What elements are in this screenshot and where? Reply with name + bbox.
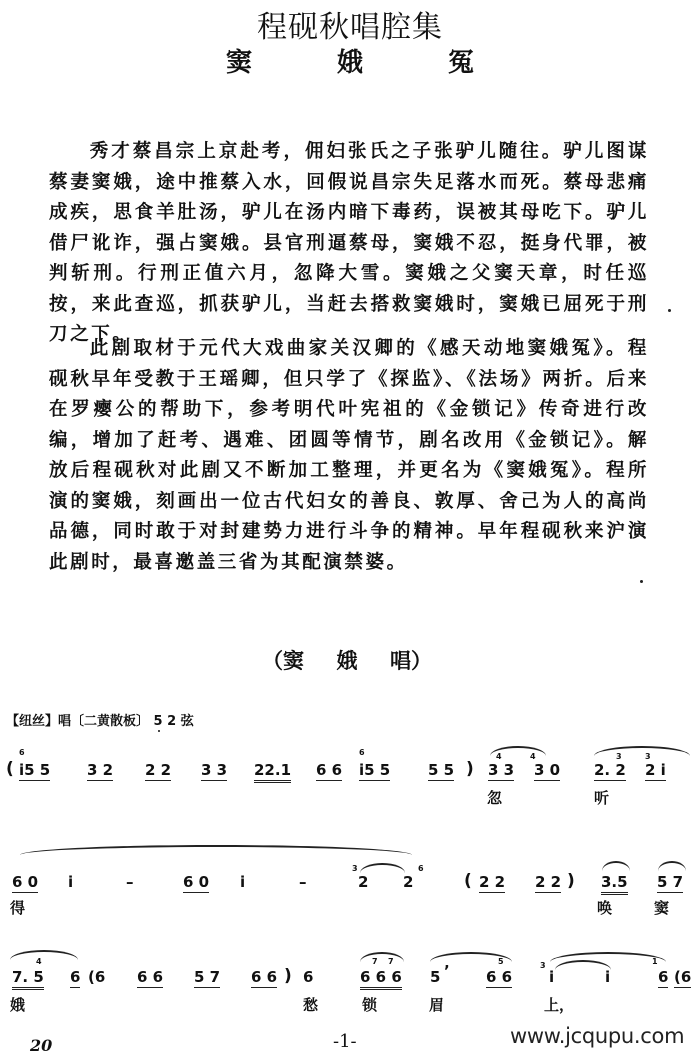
slur [594, 746, 690, 756]
note-group: 2 2 [145, 761, 172, 779]
slur [20, 845, 412, 855]
lyric: 窦 [654, 899, 670, 917]
note-group: 6 0 [12, 873, 39, 891]
note-group: 3 3 [201, 761, 228, 779]
note-group: 2. 2 [594, 761, 626, 779]
note-group: 7. 5 [12, 968, 44, 990]
grace-note: 7 [388, 957, 394, 966]
bracket-close: ) [567, 871, 575, 891]
stray-dot [640, 580, 643, 583]
play-title-char: 娥 [336, 48, 363, 78]
grace-note: 4 [496, 752, 502, 761]
heading-part: （窦 [262, 649, 304, 673]
note-group: 6 6 [251, 968, 278, 986]
grace-note: 6 [418, 864, 424, 873]
grace-note: 3 [616, 752, 622, 761]
grace-note: 1 [652, 957, 658, 966]
bracket-open: ( [6, 759, 14, 779]
note-group: 6 0 [183, 873, 210, 891]
note-group: 3 3 [488, 761, 515, 779]
grace-note: 3 [540, 961, 546, 970]
note-group: 3 2 [87, 761, 114, 779]
book-title: 程砚秋唱腔集 [257, 10, 443, 45]
note: 6 [303, 968, 314, 986]
note: 2 [403, 873, 414, 891]
play-title-char: 冤 [447, 48, 474, 78]
note-group: 3.5 [601, 873, 628, 895]
note: i [605, 968, 611, 986]
intro-paragraph-2 [49, 334, 649, 578]
paragraph-text: 此剧取材于元代大戏曲家关汉卿的《感天动地窦娥冤》。程砚秋早年受教于王瑶卿，但只学了《探监》、《法场》两折。后来在罗瘿公的帮助下，参考明代叶宪祖的《金锁记》传奇进行改编，增加了赶考、遇难、团圆等情节，剧名改用《金锁记》。解放后程砚秋对此剧又不断加工整理，并更名为《窦娥冤》。程所演的窦娥，刻画出一位古代妇女的善良、敦厚、舍己为人的高尚品德，同时敢于对封建势力进行斗争的精神。早年程砚秋来沪演此剧时，最喜邀盖三省为其配演禁婆。 [49, 338, 649, 573]
lyric: 上， [544, 996, 575, 1014]
intro-paragraph-1 [49, 137, 649, 351]
note-group: 2 i [645, 761, 666, 779]
lyric: 锁 [362, 996, 378, 1014]
grace-note: 4 [530, 752, 536, 761]
watermark: www.jcqupu.com [510, 1024, 685, 1048]
grace-note: 6 [359, 748, 365, 757]
note: 6 [70, 968, 81, 986]
note-group: 6 6 6 [360, 968, 402, 990]
note: i [68, 873, 74, 891]
corner-mark: 20 [30, 1036, 53, 1055]
lyric: 愁 [303, 996, 319, 1014]
dash: – [126, 873, 134, 891]
paragraph-text: 秀才蔡昌宗上京赴考，佣妇张氏之子张驴儿随往。驴儿图谋蔡妻窦娥，途中推蔡入水，回假说昌宗失足落水而死。蔡母悲痛成疾，思食羊肚汤，驴儿在汤内暗下毒药，误被其母吃下。驴儿借尸讹诈，强占窦娥。县官刑逼蔡母，窦娥不忍，挺身代罪，被判斩刑。行刑正值六月，忽降大雪。窦娥之父窦天章，时任巡按，来此查巡，抓获驴儿，当赶去搭救窦娥时，窦娥已屈死于刑刀之下。 [49, 141, 649, 345]
bracket-open: ( [464, 871, 472, 891]
note-group: 5 5 [428, 761, 455, 779]
dash: – [299, 873, 307, 891]
lyric: 听 [594, 789, 610, 807]
grace-note: 3 [352, 864, 358, 873]
note-group: 3 0 [534, 761, 561, 779]
page-number: -1- [333, 1031, 357, 1052]
breath-mark: ’ [444, 962, 450, 980]
note-group: i5 5 [359, 761, 391, 779]
lyric: 得 [10, 899, 26, 917]
note-group: 2 2 [479, 873, 506, 891]
lyric: 忽 [487, 789, 503, 807]
note-group: 5 7 [657, 873, 684, 891]
play-title [226, 42, 474, 79]
note: 2 [358, 873, 369, 891]
lyric: 眉 [429, 996, 445, 1014]
heading-part: 唱） [390, 649, 432, 673]
slur [360, 863, 405, 873]
tempo-label: 【纽丝】唱〔二黄散板〕 [6, 714, 150, 729]
score-line-1 [0, 745, 700, 835]
note: i [549, 968, 555, 986]
grace-note: 6 [19, 748, 25, 757]
note: (6 [88, 968, 106, 986]
key-rest: 2 弦 [167, 714, 194, 729]
note-group: 6 6 [486, 968, 513, 986]
score-line-2 [0, 845, 700, 935]
slur [602, 861, 630, 871]
grace-note: 4 [36, 957, 42, 966]
heading-part: 娥 [336, 649, 358, 673]
slur [658, 861, 686, 871]
tempo-marking [6, 710, 194, 729]
note-group: 22.1 [254, 761, 291, 783]
note: 6 [658, 968, 669, 986]
note-group: 2 2 [535, 873, 562, 891]
slur [10, 950, 78, 960]
note: i [240, 873, 246, 891]
note: (6 [674, 968, 692, 986]
bracket-close: ) [284, 966, 292, 986]
grace-note: 3 [645, 752, 651, 761]
note-group: i5 5 [19, 761, 51, 779]
lyric: 娥 [10, 996, 26, 1014]
note: 5 [430, 968, 441, 986]
grace-note: 5 [498, 957, 504, 966]
slur [360, 952, 404, 962]
bracket-close: ) [466, 759, 474, 779]
section-heading [262, 645, 432, 675]
key-note: 5 [153, 714, 163, 729]
lyric: 唤 [597, 899, 613, 917]
note-group: 5 7 [194, 968, 221, 986]
stray-dot [668, 309, 671, 312]
note-group: 6 6 [316, 761, 343, 779]
note-group: 6 6 [137, 968, 164, 986]
grace-note: 7 [372, 957, 378, 966]
play-title-char: 窦 [226, 48, 253, 78]
